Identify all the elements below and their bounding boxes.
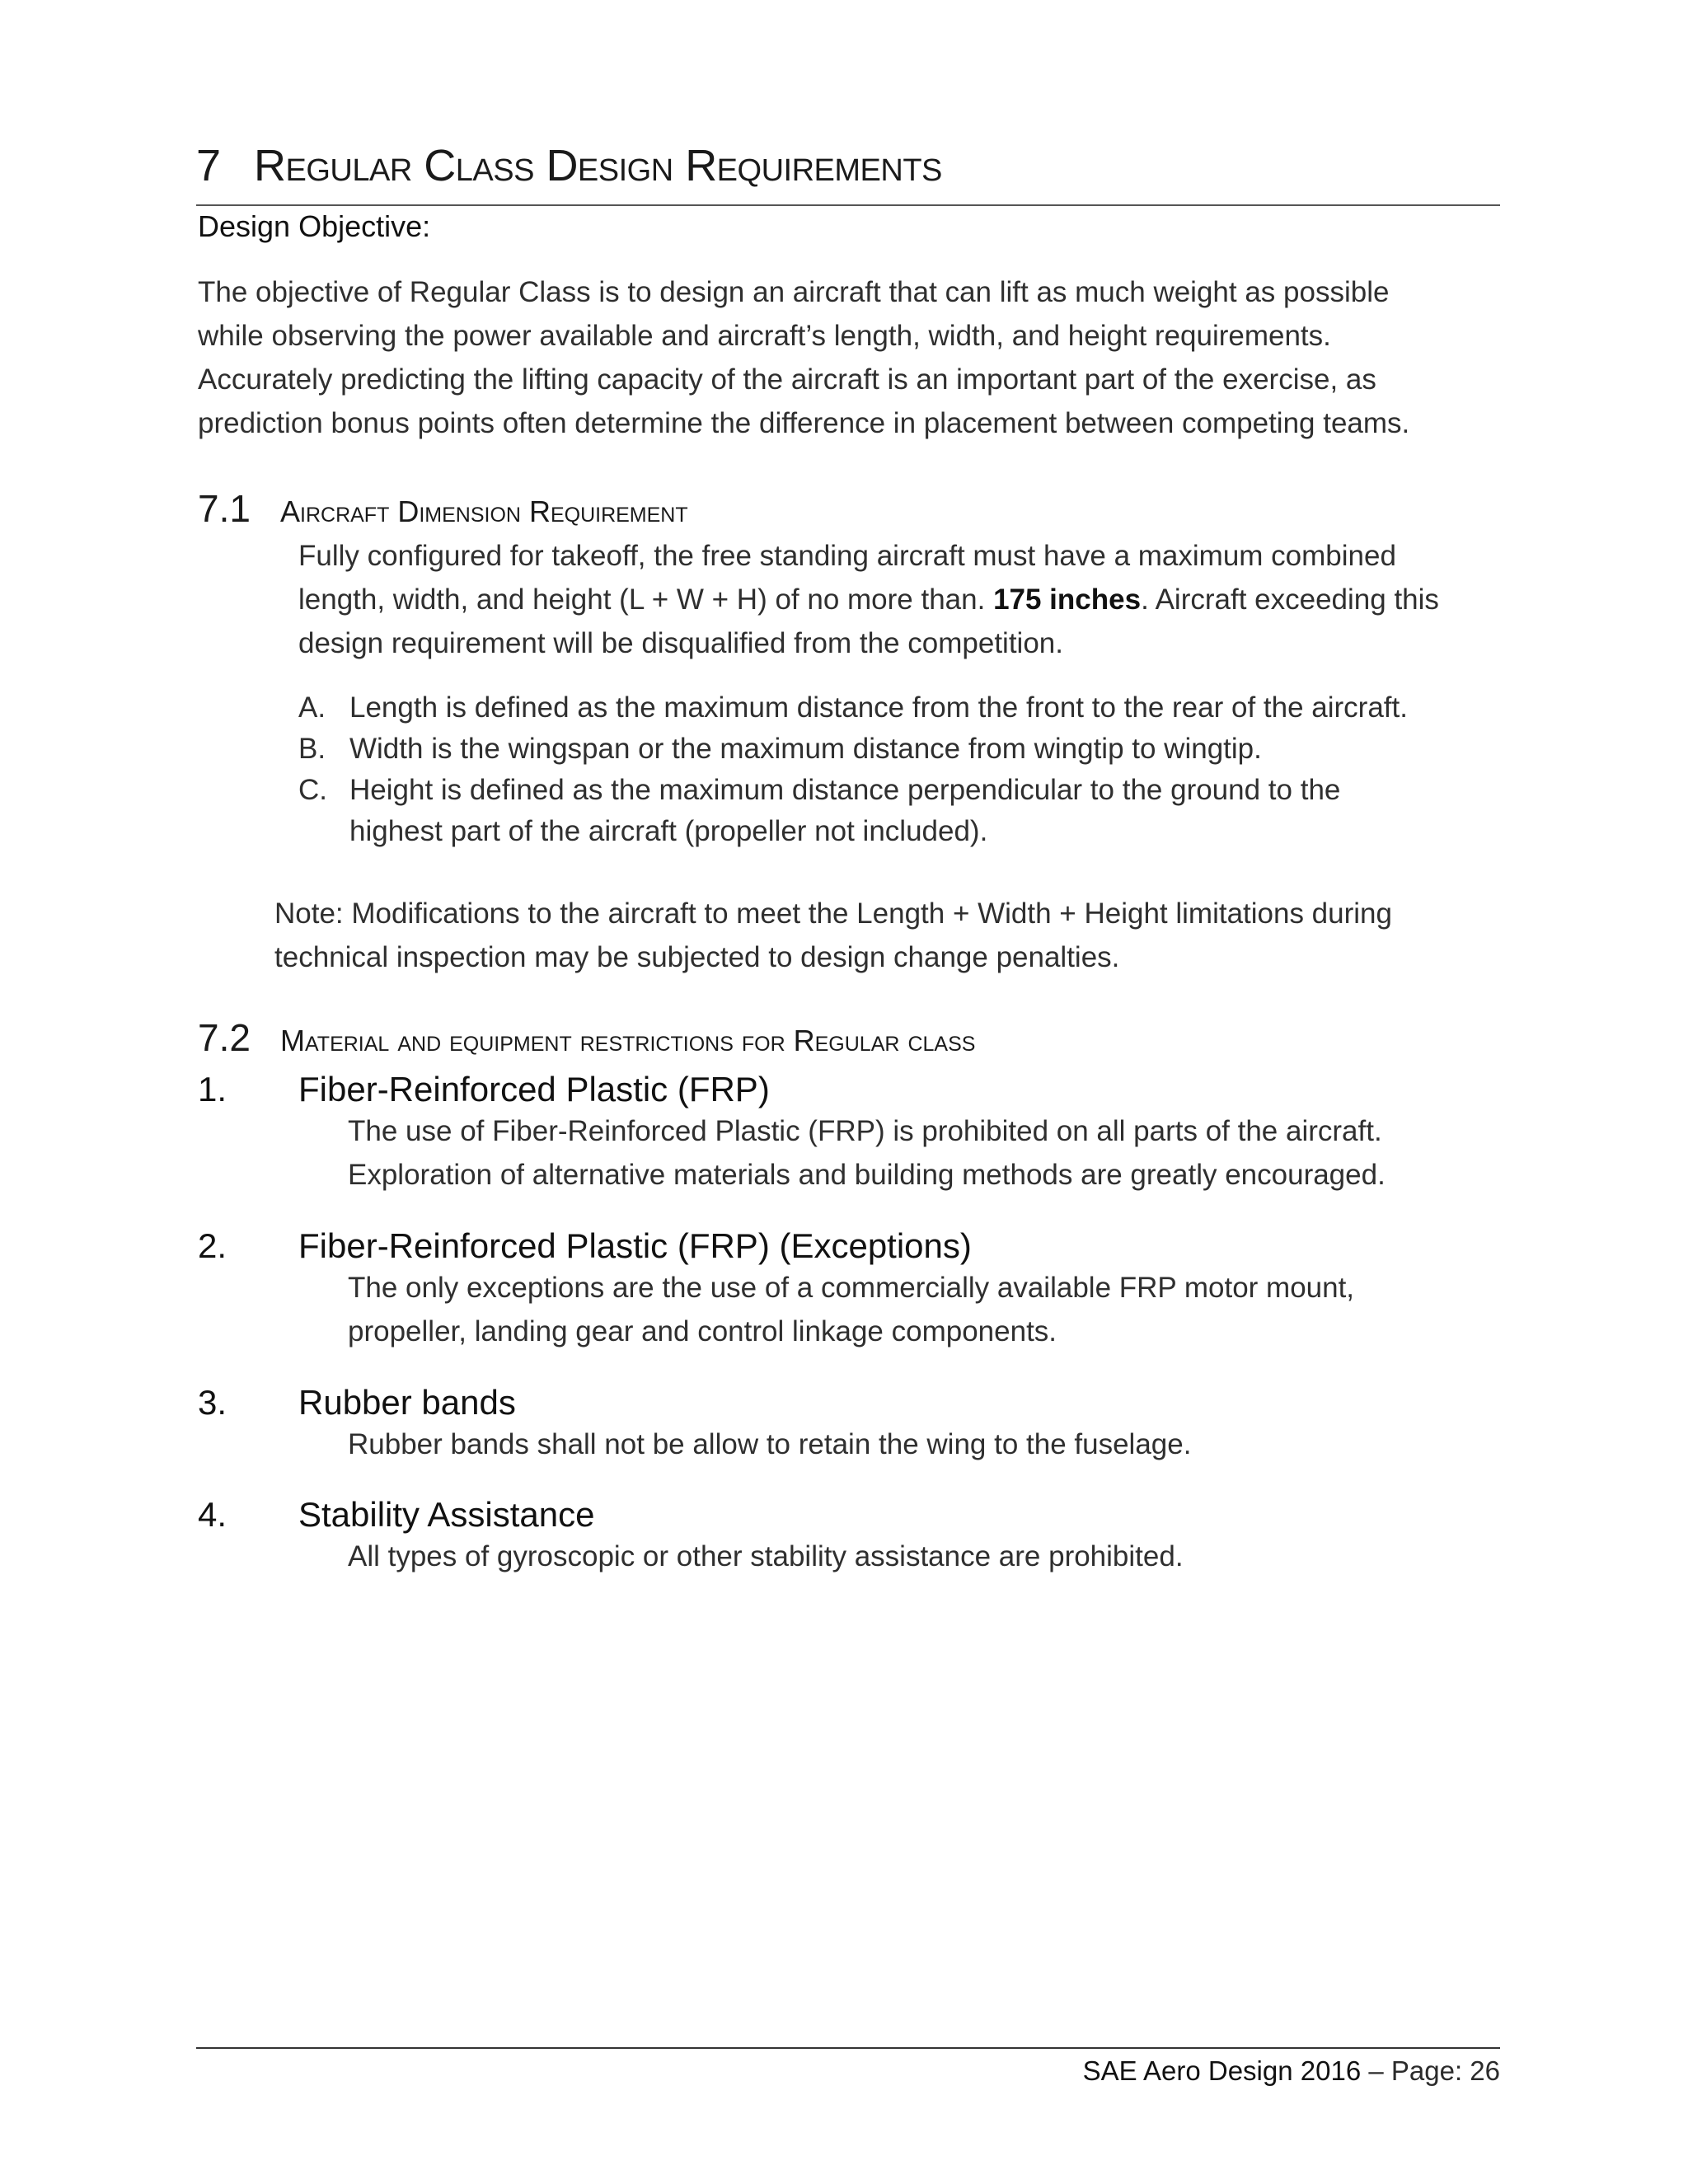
note-paragraph xyxy=(274,892,1392,979)
page-footer xyxy=(1083,2055,1500,2087)
section-title: Material and equipment restrictions for Regular class xyxy=(280,1024,976,1057)
restriction-title: Stability Assistance xyxy=(298,1495,595,1534)
section-7-2-heading xyxy=(198,1015,975,1060)
objective-line: while observing the power available and aircraft’s length, width, and height requirements. xyxy=(198,320,1331,352)
restriction-item xyxy=(198,1383,1191,1466)
restriction-number: 3. xyxy=(198,1383,227,1422)
dimension-definitions-list xyxy=(298,687,1408,852)
page-number: Page: 26 xyxy=(1390,2055,1500,2086)
chapter-title: Regular Class Design Requirements xyxy=(254,141,942,190)
objective-paragraph xyxy=(198,270,1409,445)
dimension-limit: 175 inches xyxy=(993,583,1142,616)
list-item-letter: C. xyxy=(298,774,327,806)
footer-divider xyxy=(196,2047,1500,2049)
restriction-number: 1. xyxy=(198,1070,227,1108)
note-line: Note: Modifications to the aircraft to meet the Length + Width + Height limitations during xyxy=(274,898,1392,930)
restriction-heading xyxy=(198,1070,1386,1109)
chapter-heading xyxy=(196,140,942,191)
chapter-number: 7 xyxy=(196,141,221,190)
dimension-line: Fully configured for takeoff, the free standing aircraft must have a maximum combined xyxy=(298,540,1396,572)
restriction-heading xyxy=(198,1226,1354,1266)
restriction-line: The use of Fiber-Reinforced Plastic (FRP) is prohibited on all parts of the aircraft. xyxy=(348,1115,1382,1147)
design-objective-label: Design Objective: xyxy=(198,209,431,243)
list-item-text: highest part of the aircraft (propeller not included). xyxy=(349,815,988,847)
restriction-number: 4. xyxy=(198,1495,227,1534)
restriction-body xyxy=(348,1109,1386,1197)
footer-separator: – xyxy=(1361,2055,1391,2086)
restriction-title: Rubber bands xyxy=(298,1383,516,1422)
restriction-heading xyxy=(198,1383,1191,1422)
restriction-body xyxy=(348,1266,1354,1353)
note-line: technical inspection may be subjected to design change penalties. xyxy=(274,941,1120,973)
list-item-letter: B. xyxy=(298,733,326,765)
dimension-paragraph xyxy=(298,534,1439,665)
list-item xyxy=(298,729,1408,770)
restriction-line: Exploration of alternative materials and building methods are greatly encouraged. xyxy=(348,1159,1386,1191)
dimension-line: design requirement will be disqualified from the competition. xyxy=(298,627,1063,659)
chapter-divider xyxy=(196,204,1500,206)
restriction-body xyxy=(348,1535,1184,1578)
list-item-text: Width is the wingspan or the maximum distance from wingtip to wingtip. xyxy=(349,733,1262,765)
section-7-1-heading xyxy=(198,486,688,531)
restriction-item xyxy=(198,1070,1386,1197)
restriction-item xyxy=(198,1226,1354,1353)
restriction-title: Fiber-Reinforced Plastic (FRP) xyxy=(298,1070,770,1108)
section-number: 7.2 xyxy=(198,1016,251,1059)
list-item xyxy=(298,770,1408,852)
objective-line: prediction bonus points often determine the difference in placement between competing teams. xyxy=(198,407,1410,439)
section-title: Aircraft Dimension Requirement xyxy=(280,494,688,528)
list-item xyxy=(298,687,1408,729)
restriction-line: propeller, landing gear and control linkage components. xyxy=(348,1315,1057,1347)
list-item-letter: A. xyxy=(298,691,326,724)
list-item-text: Length is defined as the maximum distance from the front to the rear of the aircraft. xyxy=(349,691,1408,724)
restriction-line: All types of gyroscopic or other stability assistance are prohibited. xyxy=(348,1540,1184,1572)
dimension-line-text: length, width, and height (L + W + H) of no more than. xyxy=(298,583,994,616)
restriction-body xyxy=(348,1422,1191,1466)
objective-line: Accurately predicting the lifting capacity of the aircraft is an important part of the exercise, as xyxy=(198,363,1376,396)
restriction-line: Rubber bands shall not be allow to retain the wing to the fuselage. xyxy=(348,1428,1192,1460)
section-number: 7.1 xyxy=(198,487,251,530)
restriction-title: Fiber-Reinforced Plastic (FRP) (Exceptions) xyxy=(298,1226,972,1265)
dimension-line xyxy=(298,578,1439,621)
restriction-number: 2. xyxy=(198,1226,227,1265)
footer-document-title: SAE Aero Design 2016 xyxy=(1082,2055,1362,2086)
restriction-line: The only exceptions are the use of a commercially available FRP motor mount, xyxy=(348,1272,1355,1304)
list-item-text: Height is defined as the maximum distance perpendicular to the ground to the xyxy=(349,774,1341,806)
restriction-heading xyxy=(198,1495,1184,1535)
objective-line: The objective of Regular Class is to design an aircraft that can lift as much weight as possible xyxy=(198,276,1390,308)
restriction-item xyxy=(198,1495,1184,1578)
dimension-line-text: . Aircraft exceeding this xyxy=(1141,583,1439,616)
